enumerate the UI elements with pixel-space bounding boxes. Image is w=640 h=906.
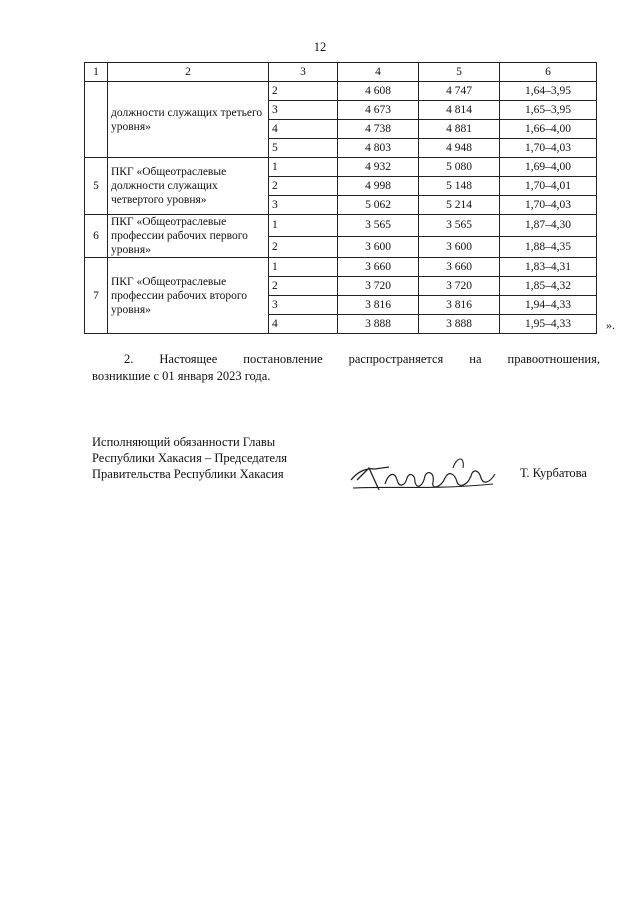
salary-old: 4 932: [338, 158, 419, 177]
paragraph-2: [92, 351, 600, 385]
coefficient-range: 1,64–3,95: [500, 82, 597, 101]
salary-new: 3 565: [419, 215, 500, 237]
signatory-title: [92, 434, 287, 482]
coefficient-range: 1,95–4,33: [500, 315, 597, 334]
header-cell: 5: [419, 63, 500, 82]
qualification-level: 5: [269, 139, 338, 158]
salary-old: 4 673: [338, 101, 419, 120]
salary-new: 3 888: [419, 315, 500, 334]
qualification-level: 2: [269, 277, 338, 296]
page-number: 12: [313, 40, 327, 54]
coefficient-range: 1,70–4,03: [500, 139, 597, 158]
header-cell: 6: [500, 63, 597, 82]
coefficient-range: 1,87–4,30: [500, 215, 597, 237]
salary-new: 3 816: [419, 296, 500, 315]
salary-old: 3 816: [338, 296, 419, 315]
group-number: 6: [85, 215, 108, 258]
qualification-level: 1: [269, 158, 338, 177]
coefficient-range: 1,83–4,31: [500, 258, 597, 277]
table-row: [85, 82, 597, 101]
table-row: [85, 258, 597, 277]
qualification-level: 3: [269, 296, 338, 315]
salary-new: 3 720: [419, 277, 500, 296]
group-name: ПКГ «Общеотраслевые профессии рабочих второго уровня»: [108, 258, 269, 334]
signatory-name: Т. Курбатова: [520, 466, 587, 480]
qualification-level: 2: [269, 82, 338, 101]
coefficient-range: 1,85–4,32: [500, 277, 597, 296]
table-row: [85, 215, 597, 237]
coefficient-range: 1,65–3,95: [500, 101, 597, 120]
salary-old: 4 738: [338, 120, 419, 139]
group-number: 7: [85, 258, 108, 334]
paragraph-line: 2. Настоящее постановление распространяется на правоотношения,: [124, 352, 600, 366]
group-name: ПКГ «Общеотраслевые должности служащих четвертого уровня»: [108, 158, 269, 215]
salary-new: 3 660: [419, 258, 500, 277]
coefficient-range: 1,94–4,33: [500, 296, 597, 315]
salary-old: 3 565: [338, 215, 419, 237]
salary-old: 4 803: [338, 139, 419, 158]
salary-old: 3 660: [338, 258, 419, 277]
qualification-level: 3: [269, 196, 338, 215]
coefficient-range: 1,70–4,01: [500, 177, 597, 196]
signatory-title-line: Республики Хакасия – Председателя: [92, 451, 288, 465]
group-number: [85, 82, 108, 158]
salary-old: 3 600: [338, 236, 419, 258]
table-header-row: [85, 63, 597, 82]
qualification-level: 4: [269, 120, 338, 139]
group-name: ПКГ «Общеотраслевые профессии рабочих первого уровня»: [108, 215, 269, 258]
header-cell: 2: [108, 63, 269, 82]
coefficient-range: 1,69–4,00: [500, 158, 597, 177]
closing-quote: ».: [606, 318, 615, 332]
salary-new: 3 600: [419, 236, 500, 258]
salary-old: 5 062: [338, 196, 419, 215]
qualification-level: 2: [269, 236, 338, 258]
salary-new: 4 881: [419, 120, 500, 139]
qualification-level: 1: [269, 215, 338, 237]
group-name: должности служащих третьего уровня»: [108, 82, 269, 158]
header-cell: 3: [269, 63, 338, 82]
salary-new: 5 148: [419, 177, 500, 196]
salary-old: 3 888: [338, 315, 419, 334]
salary-old: 4 998: [338, 177, 419, 196]
qualification-level: 2: [269, 177, 338, 196]
paragraph-line: возникшие с 01 января 2023 года.: [92, 369, 271, 383]
salary-new: 5 080: [419, 158, 500, 177]
signatory-title-line: Исполняющий обязанности Главы: [92, 435, 276, 449]
salary-new: 4 948: [419, 139, 500, 158]
header-cell: 4: [338, 63, 419, 82]
salary-old: 3 720: [338, 277, 419, 296]
coefficient-range: 1,66–4,00: [500, 120, 597, 139]
salary-new: 5 214: [419, 196, 500, 215]
salary-old: 4 608: [338, 82, 419, 101]
header-cell: 1: [85, 63, 108, 82]
qualification-level: 4: [269, 315, 338, 334]
signatory-title-line: Правительства Республики Хакасия: [92, 467, 284, 481]
salary-table: [84, 62, 597, 334]
qualification-level: 1: [269, 258, 338, 277]
table-row: [85, 158, 597, 177]
coefficient-range: 1,88–4,35: [500, 236, 597, 258]
handwritten-signature: [345, 450, 500, 502]
salary-new: 4 747: [419, 82, 500, 101]
qualification-level: 3: [269, 101, 338, 120]
coefficient-range: 1,70–4,03: [500, 196, 597, 215]
group-number: 5: [85, 158, 108, 215]
salary-new: 4 814: [419, 101, 500, 120]
